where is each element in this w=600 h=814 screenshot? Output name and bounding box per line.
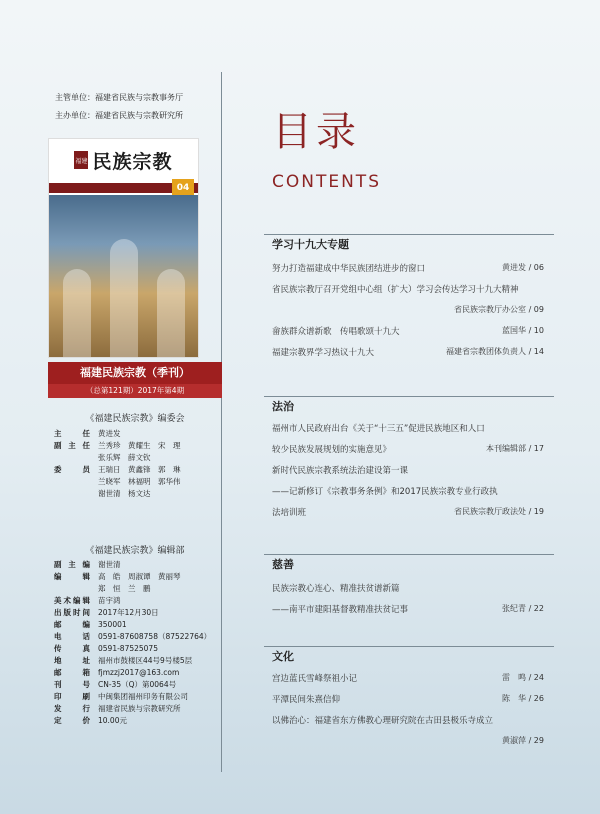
- cover-name: 民族宗教: [92, 150, 173, 173]
- staff-row: [54, 643, 211, 655]
- staff-names: fjmzzj2017@163.com: [98, 668, 180, 677]
- staff-names: 郑 恒 兰 鹏: [98, 584, 151, 593]
- staff-names: 0591-87608758（87522764）: [98, 632, 212, 641]
- staff-role: 邮 编: [54, 620, 90, 629]
- staff-row: [54, 464, 181, 476]
- staff-role: [54, 488, 90, 500]
- toc-entry-title: ——记新修订《宗教事务条例》和2017民族宗教专业行政执: [272, 487, 498, 497]
- toc-entry-title: 福建宗教界学习热议十九大: [272, 348, 375, 358]
- toc-entry-author-page: 张纪青 / 22: [502, 604, 544, 613]
- staff-names: 谢世清 杨文达: [98, 489, 151, 498]
- staff-row: [54, 607, 211, 619]
- toc-title-zh: 目录: [272, 109, 360, 155]
- toc-entry[interactable]: [272, 262, 544, 274]
- staff-role: 副主任: [54, 441, 90, 450]
- staff-role: 邮 箱: [54, 668, 90, 677]
- toc-entry[interactable]: [272, 714, 544, 726]
- toc-entry-author-page: 本刊编辑部 / 17: [486, 444, 544, 453]
- toc-entry-title: 畲族群众谱新歌 传唱歌颂十九大: [272, 327, 400, 337]
- staff-role: 美术编辑: [54, 596, 90, 605]
- toc-entry-author-page: 福建省宗教团体负责人 / 14: [446, 347, 544, 356]
- toc-entry-title: 较少民族发展规划的实施意见》: [272, 445, 392, 455]
- toc-entry-title: 法培训班: [272, 508, 307, 518]
- toc-entry-title: 省民族宗教厅召开党组中心组（扩大）学习会传达学习十九大精神: [272, 285, 519, 295]
- toc-entry[interactable]: [272, 506, 544, 518]
- arch-shape: [110, 239, 138, 358]
- toc-entry[interactable]: [272, 672, 544, 684]
- staff-row: [54, 631, 211, 643]
- staff-names: CN-35（Q）第0064号: [98, 680, 177, 689]
- cover-seal: 福建: [74, 151, 88, 169]
- toc-entry[interactable]: [272, 422, 544, 434]
- staff-row: [54, 583, 211, 595]
- staff-names: 0591-87525075: [98, 644, 158, 653]
- staff-row: [54, 595, 211, 607]
- staff-row: [54, 667, 211, 679]
- toc-entry[interactable]: [272, 693, 544, 705]
- staff-role: [54, 452, 90, 464]
- cover-masthead: [49, 139, 198, 181]
- toc-entry[interactable]: [272, 443, 544, 455]
- staff-row: [54, 679, 211, 691]
- staff-names: 黄进发: [98, 429, 121, 438]
- section-divider: [264, 234, 554, 235]
- toc-entry-title: 平潭民间朱熹信仰: [272, 695, 341, 705]
- toc-section-heading: 法治: [272, 400, 294, 413]
- editorial-dept-list: [54, 559, 211, 727]
- toc-entry-title: 民族宗教心连心、精准扶贫谱新篇: [272, 584, 400, 594]
- staff-row: [54, 715, 211, 727]
- staff-names: 张乐辉 薛文钦: [98, 453, 151, 462]
- staff-row: [54, 691, 211, 703]
- staff-row: [54, 440, 181, 452]
- staff-names: 中闽集团福州印务有限公司: [98, 692, 188, 701]
- toc-entry-author-page: 雷 鸣 / 24: [502, 673, 544, 682]
- staff-names: 2017年12月30日: [98, 608, 159, 617]
- staff-role: 委 员: [54, 465, 90, 474]
- toc-entry-title: 努力打造福建成中华民族团结进步的窗口: [272, 264, 426, 274]
- staff-role: 地 址: [54, 656, 90, 665]
- host-unit: 主管单位：福建省民族与宗教事务厅: [55, 93, 183, 102]
- staff-role: 定 价: [54, 716, 90, 725]
- toc-title-en: CONTENTS: [272, 172, 381, 192]
- section-divider: [264, 396, 554, 397]
- staff-names: 苗宇鸿: [98, 596, 121, 605]
- toc-entry-title: 以佛治心：福建省东方佛教心理研究院在古田县极乐寺成立: [272, 716, 494, 726]
- staff-row: [54, 488, 181, 500]
- toc-entry[interactable]: [272, 283, 544, 295]
- staff-role: 电 话: [54, 632, 90, 641]
- staff-role: 副主编: [54, 560, 90, 569]
- staff-names: 福州市鼓楼区44号9号楼5层: [98, 656, 193, 665]
- staff-role: 印 刷: [54, 692, 90, 701]
- arch-shape: [157, 269, 185, 358]
- staff-row: [54, 571, 211, 583]
- staff-names: 王瑞日 黄鑫锋 郭 琳: [98, 465, 181, 474]
- section-divider: [264, 646, 554, 647]
- editorial-committee-list: [54, 428, 181, 500]
- staff-row: [54, 559, 211, 571]
- toc-section-heading: 慈善: [272, 558, 294, 571]
- staff-row: [54, 703, 211, 715]
- toc-entry-title: 新时代民族宗教系统法治建设第一课: [272, 466, 409, 476]
- toc-entry[interactable]: [272, 485, 544, 497]
- staff-role: 主 任: [54, 429, 90, 438]
- staff-names: 谢世清: [98, 560, 121, 569]
- section-divider: [264, 554, 554, 555]
- staff-names: 10.00元: [98, 716, 127, 725]
- toc-entry[interactable]: [272, 603, 544, 615]
- cover-church-photo: [49, 195, 198, 358]
- toc-entry-author-page: 黄淑萍 / 29: [502, 736, 544, 745]
- toc-entry-title: 宫边蓝氏雪峰祭祖小记: [272, 674, 358, 684]
- toc-entry[interactable]: [272, 346, 544, 358]
- toc-section-heading: 学习十九大专题: [272, 238, 349, 251]
- staff-row: [54, 428, 181, 440]
- toc-entry-author-page: 省民族宗教厅办公室 / 09: [454, 305, 544, 314]
- journal-name-bar: 福建民族宗教（季刊）: [48, 362, 222, 384]
- staff-row: [54, 655, 211, 667]
- toc-entry-title: ——南平市建阳基督教精准扶贫记事: [272, 605, 409, 615]
- staff-role: [54, 476, 90, 488]
- staff-role: 出版时间: [54, 608, 90, 617]
- staff-role: 发 行: [54, 704, 90, 713]
- arch-shape: [63, 269, 91, 358]
- organizer-unit: 主办单位：福建省民族与宗教研究所: [55, 111, 183, 120]
- cover-issue-badge: 04: [172, 179, 194, 197]
- toc-entry-author-page: 陈 华 / 26: [502, 694, 544, 703]
- toc-entry[interactable]: [272, 582, 544, 594]
- cover-thumbnail: [48, 138, 199, 358]
- toc-entry[interactable]: [272, 325, 544, 337]
- toc-entry-author-page: 黄进发 / 06: [502, 263, 544, 272]
- staff-names: 兰晓军 林福明 郭华伟: [98, 477, 181, 486]
- staff-role: 编 辑: [54, 572, 90, 581]
- staff-names: 兰秀珍 黄耀生 宋 理: [98, 441, 181, 450]
- editorial-dept-heading: 《福建民族宗教》编辑部: [85, 546, 185, 556]
- staff-row: [54, 476, 181, 488]
- toc-section-heading: 文化: [272, 650, 294, 663]
- toc-entry-author-page: 蓝国华 / 10: [502, 326, 544, 335]
- staff-row: [54, 452, 181, 464]
- toc-entry-author-page: 省民族宗教厅政法处 / 19: [454, 507, 544, 516]
- staff-role: [54, 583, 90, 595]
- staff-names: 福建省民族与宗教研究所: [98, 704, 181, 713]
- editorial-committee-heading: 《福建民族宗教》编委会: [85, 414, 185, 424]
- staff-names: 高 皓 周淑谭 黄丽琴: [98, 572, 181, 581]
- staff-names: 350001: [98, 620, 127, 629]
- staff-role: 刊 号: [54, 680, 90, 689]
- journal-issue-line: （总第121期）2017年第4期: [48, 384, 222, 398]
- staff-row: [54, 619, 211, 631]
- staff-role: 传 真: [54, 644, 90, 653]
- toc-entry-title: 福州市人民政府出台《关于“十三五”促进民族地区和人口: [272, 424, 485, 434]
- toc-entry[interactable]: [272, 464, 544, 476]
